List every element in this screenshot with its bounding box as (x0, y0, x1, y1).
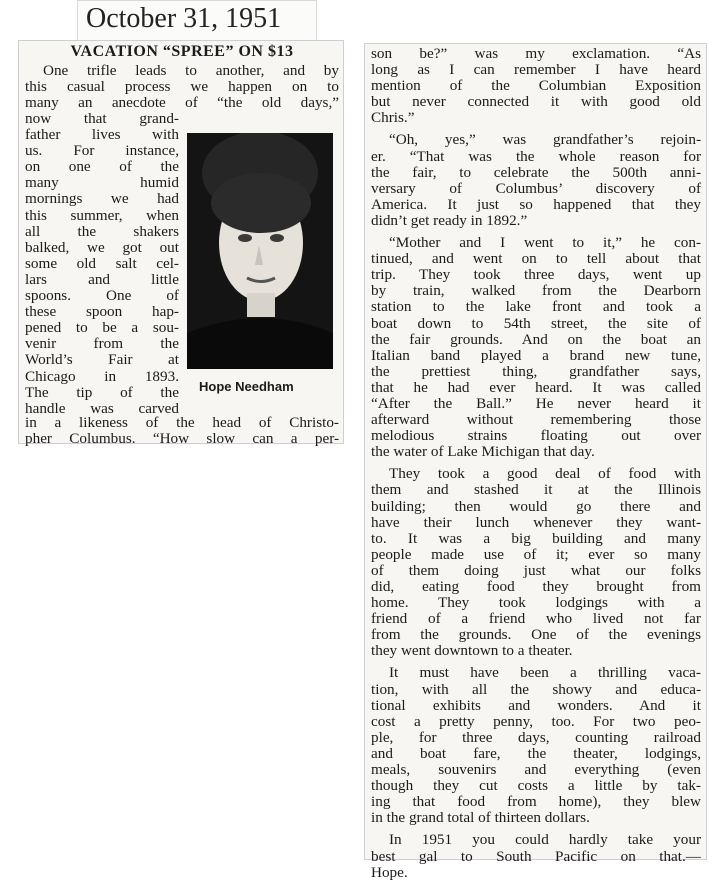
text-line: best gal to South Pacific on that.— (371, 847, 701, 865)
text-line: venir from the (25, 335, 179, 353)
text-line: did, eating food they brought from (371, 578, 701, 595)
text-line: the prettiest thing, grandfather says, (371, 362, 701, 380)
text-line: and boat fare, the theater, lodgings, (371, 744, 701, 762)
date-text: October 31, 1951 (86, 3, 282, 34)
text-line: building; then would go there and (371, 497, 701, 515)
text-line: “After the Ball.” He never heard it (371, 394, 701, 412)
text-line: Hope. (371, 863, 408, 881)
text-line: Chris.” (371, 109, 415, 127)
text-line: have their lunch whenever they want- (371, 513, 701, 531)
date-stamp (77, 0, 317, 42)
text-line: didn’t get ready in 1892.” (371, 211, 528, 229)
text-line: ing that food from home), they blew (371, 793, 701, 811)
text-line: trip. They took three days, went up (371, 266, 701, 284)
text-line: Italian band played a brand new tune, (371, 346, 701, 364)
paragraph (371, 466, 701, 659)
text-line: balked, we got out (25, 238, 179, 256)
text-line: these spoon hap- (25, 303, 179, 321)
intro-text (25, 63, 339, 111)
text-line: Chicago in 1893. (25, 367, 179, 385)
paragraph (371, 665, 701, 826)
text-line: handle was carved (25, 399, 179, 417)
text-line: long as I can remember I have heard (371, 61, 701, 79)
text-line: many humid (25, 174, 179, 192)
text-line: meals, souvenirs and everything (even (371, 761, 701, 779)
text-line: World’s Fair at (25, 351, 179, 369)
text-line: mention of the Columbian Exposition (371, 77, 701, 95)
text-line: from the grounds. One of the evenings (371, 626, 701, 644)
text-line: many an anecdote of “the old days,” (25, 94, 339, 112)
text-line: on one of the (25, 158, 179, 176)
left-bottom-text (25, 415, 339, 447)
text-line: In 1951 you could hardly take your (389, 831, 701, 849)
text-line: of them doing just what our folks (371, 561, 701, 579)
portrait-image (187, 133, 333, 369)
headline: VACATION “SPREE” ON $13 (70, 43, 294, 60)
right-column-clipping (364, 43, 707, 881)
right-column-text (371, 46, 701, 887)
text-line: they went downtown to a theater. (371, 642, 573, 660)
text-line: to. It was a big building and many (371, 529, 701, 547)
text-line: father lives with (25, 126, 179, 144)
text-line: them and stashed it at the Illinois (371, 481, 701, 499)
text-line: versary of Columbus’ discovery of (371, 179, 701, 197)
text-line: son be?” was my exclamation. “As (371, 45, 701, 62)
text-line: in the grand total of thirteen dollars. (371, 809, 590, 827)
text-line: tinued, and went on to tell about that (371, 250, 701, 268)
text-line: that he had ever heard. It was called (371, 378, 701, 396)
text-line: “Mother and I went to it,” he con- (389, 234, 701, 252)
text-line: It must have been a thrilling vaca- (389, 664, 701, 682)
left-column-clipping (18, 40, 344, 448)
left-narrow-text (25, 111, 179, 417)
text-line: pher Columbus. “How slow can a per- (25, 430, 339, 448)
text-line: but never connected it with good old (371, 93, 701, 111)
text-line: this summer, when (25, 206, 179, 224)
text-line: people made use of it; ever so many (371, 545, 701, 563)
text-line: tional exhibits and wonders. And it (371, 696, 701, 714)
paragraph (371, 235, 701, 460)
text-line: er. “That was the whole reason for (371, 147, 701, 165)
author-photo (187, 133, 333, 369)
text-line: America. It just so happened that they (371, 195, 701, 213)
text-line: They took a good deal of food with (389, 465, 701, 483)
photo-caption: Hope Needham (199, 379, 294, 394)
text-line: melodious strains floating out over (371, 427, 701, 445)
text-line: ple, for three days, counting railroad (371, 728, 701, 746)
text-line: afterward without remembering those (371, 411, 701, 429)
text-line: this casual process we happen on to (25, 78, 339, 96)
text-line: lars and little (25, 270, 179, 288)
text-line: station to the lake front and took a (371, 298, 701, 316)
text-line: the water of Lake Michigan that day. (371, 443, 595, 461)
paragraph (371, 832, 701, 880)
text-line: the fair, to celebrate the 500th anni- (371, 163, 701, 181)
text-line: in a likeness of the head of Christo- (25, 414, 339, 431)
text-line: home. They took lodgings with a (371, 594, 701, 612)
text-line: cost a pretty penny, too. For two peo- (371, 712, 701, 730)
paragraph (371, 46, 701, 126)
text-line: “Oh, yes,” was grandfather’s rejoin- (389, 131, 701, 149)
text-line: tion, with all the showy and educa- (371, 680, 701, 698)
text-line: all the shakers (25, 222, 179, 240)
text-line: though they cut costs a little by tak- (371, 777, 701, 795)
text-line: some old salt cel- (25, 254, 179, 272)
text-line: pened to be a sou- (25, 319, 179, 337)
text-line: us. For instance, (25, 142, 179, 160)
text-line: the fair grounds. And on the boat an (371, 330, 701, 348)
text-line: spoons. One of (25, 287, 179, 305)
text-line: mornings we had (25, 190, 179, 208)
text-line: The tip of the (25, 383, 179, 401)
paragraph (371, 132, 701, 229)
text-line: One trifle leads to another, and by (43, 62, 339, 79)
text-line: now that grand- (25, 110, 179, 127)
text-line: by train, walked from the Dearborn (371, 282, 701, 300)
text-line: friend of a friend who lived not far (371, 610, 701, 628)
text-line: boat down to 54th street, the site of (371, 314, 701, 332)
